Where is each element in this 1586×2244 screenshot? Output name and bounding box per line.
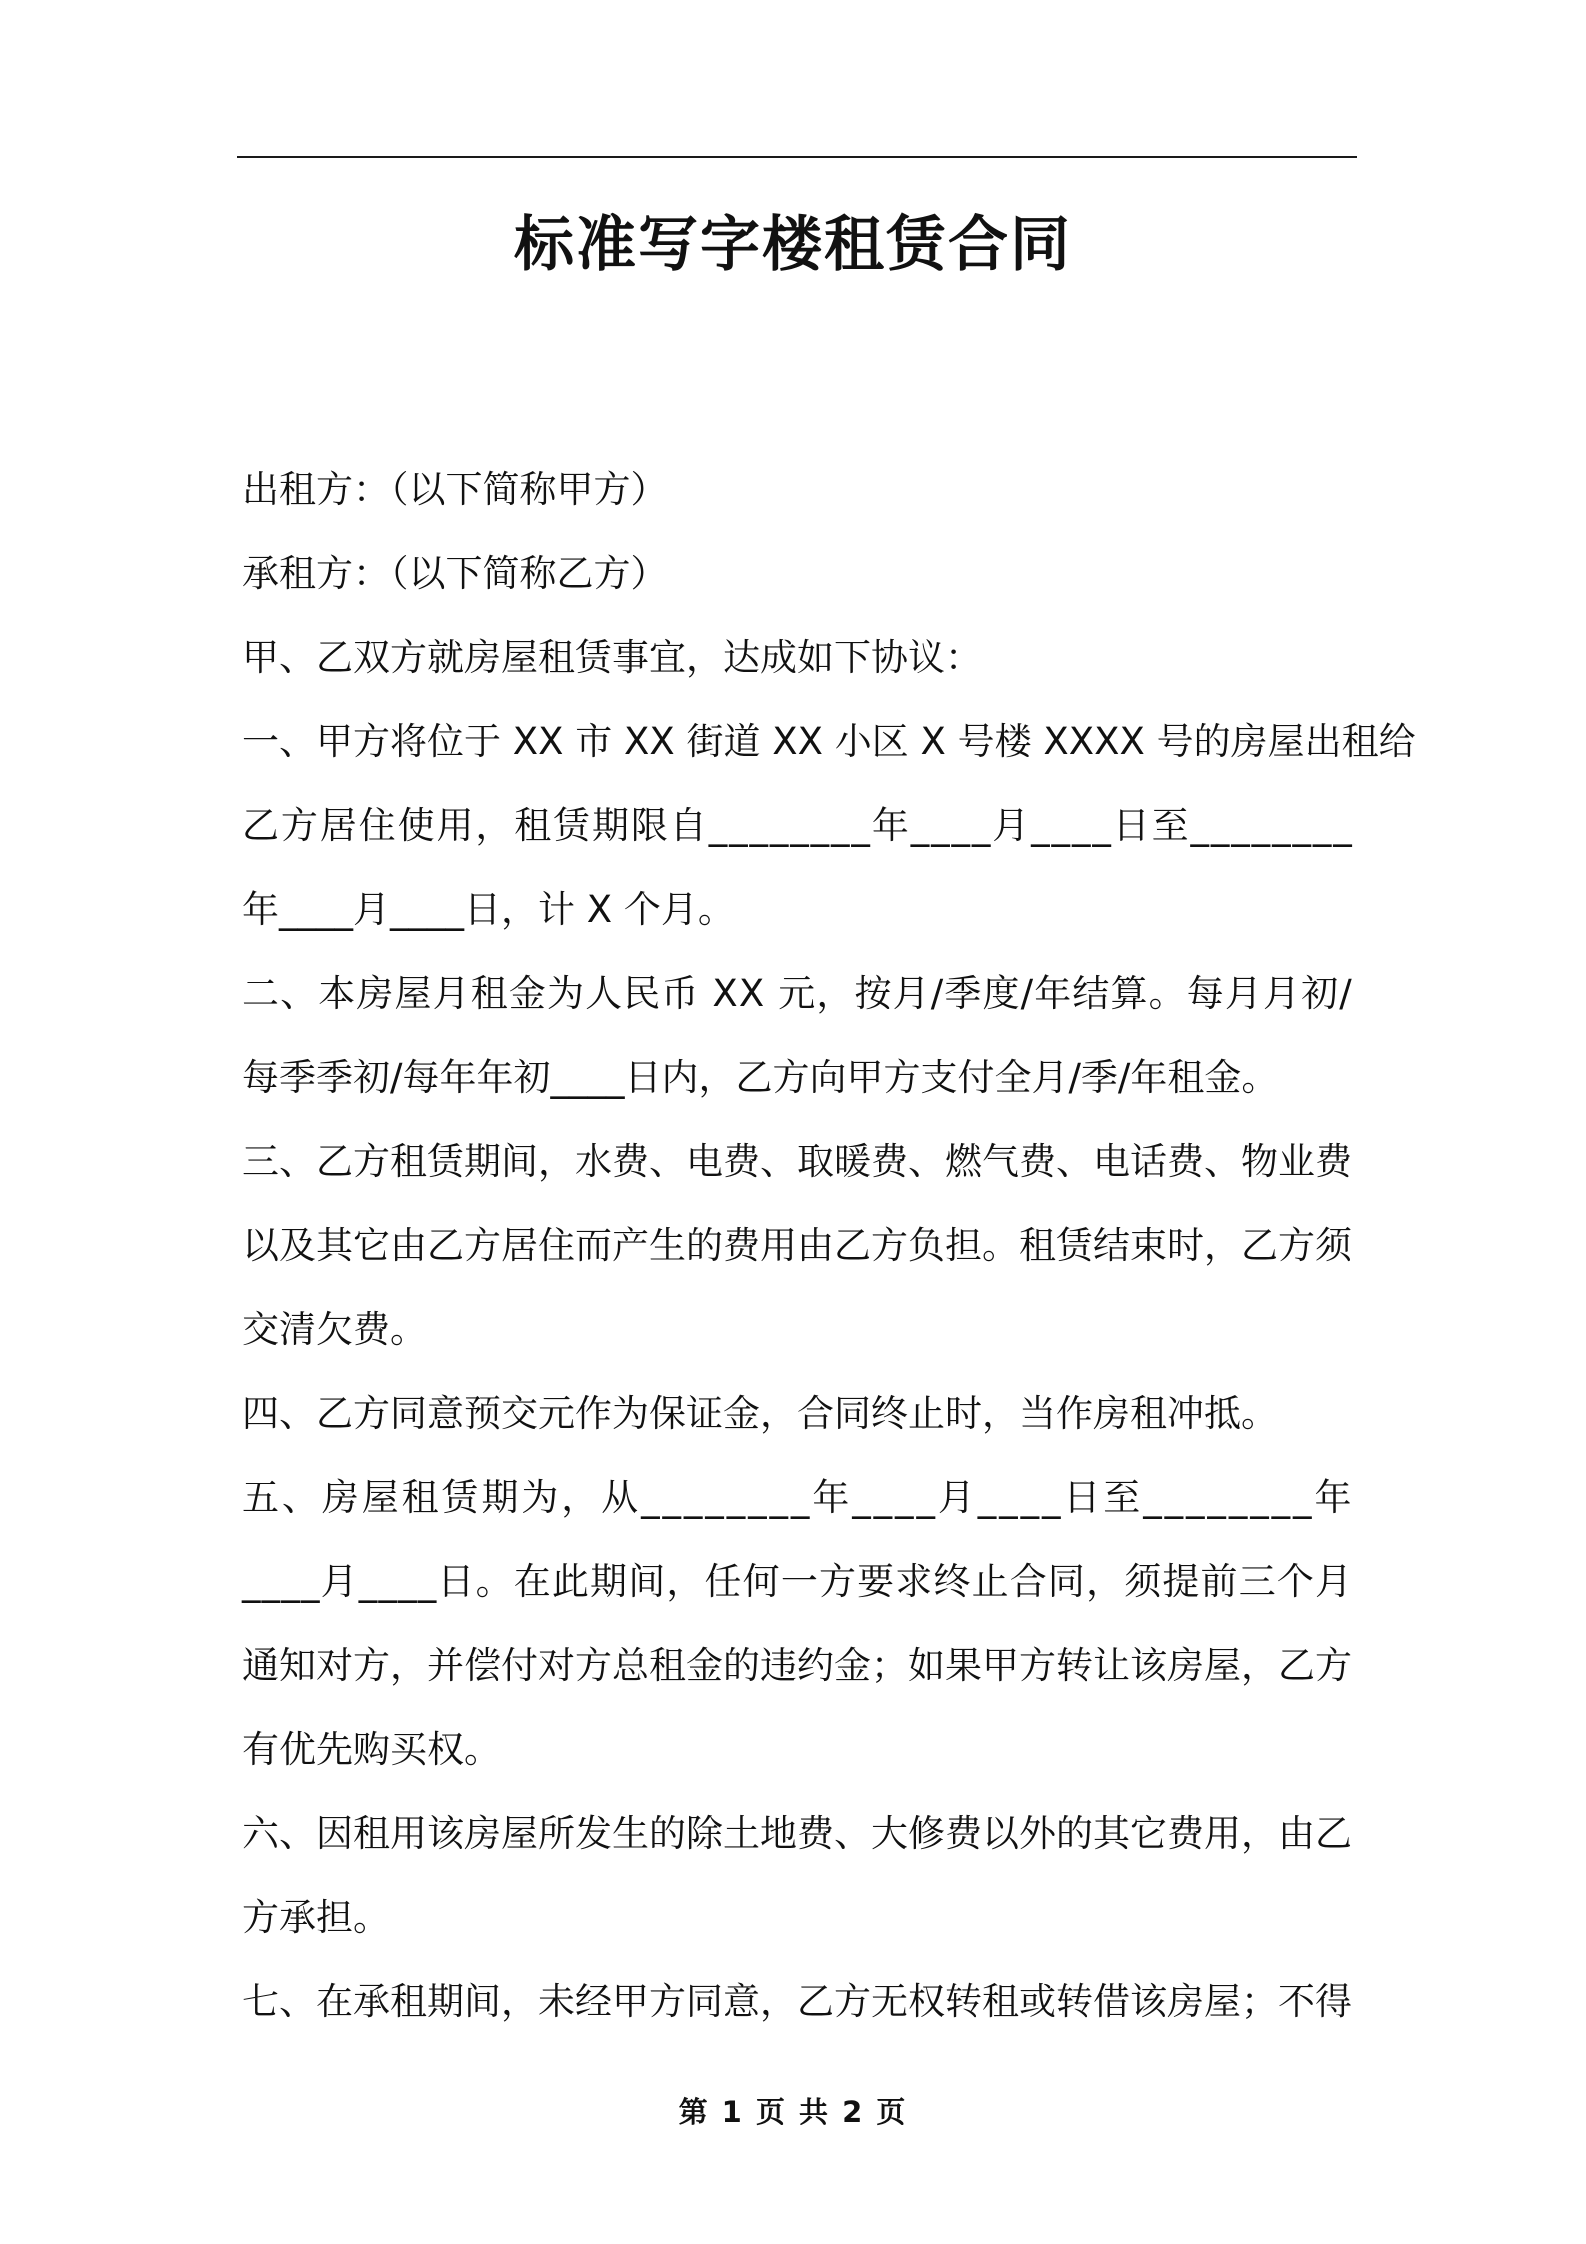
contract-line: 每季季初/每年年初____日内，乙方向甲方支付全月/季/年租金。 — [242, 1056, 1279, 1099]
contract-line: 年____月____日，计 X 个月。 — [242, 888, 735, 931]
contract-line: 六 、 因 租 用 该 房 屋 所 发 生 的 除 土 地 费 、 大 修 费 以 外 的 其 它 费 用 ， 由 乙 — [242, 1812, 1352, 1855]
document-title: 标准写字楼租赁合同 — [514, 210, 1072, 280]
contract-body — [242, 448, 1416, 2044]
contract-line: 承租方：（以下简称乙方） — [242, 552, 668, 595]
contract-line: 以 及 其 它 由 乙 方 居 住 而 产 生 的 费 用 由 乙 方 负 担 。 租 赁 结 束 时 ， 乙 方 须 — [242, 1224, 1352, 1267]
contract-line: _ _ _ _ 月 _ _ _ _ 日 。 在 此 期 间 ， 任 何 一 方 要 求 终 止 合 同 ， 须 提 前 三 个 月 — [242, 1560, 1352, 1603]
contract-line: 乙 方 居 住 使 用 ， 租 赁 期 限 自 _ _ _ _ _ _ _ _ 年 _ _ _ _ 月 _ _ _ _ 日 至 _ _ _ _ _ _ _ _ — [242, 804, 1352, 847]
contract-line: 有优先购买权。 — [242, 1728, 501, 1771]
contract-line: 方承担。 — [242, 1896, 390, 1939]
contract-line: 二 、 本 房 屋 月 租 金 为 人 民 币 X X 元 ， 按 月 / 季 度 / 年 结 算 。 每 月 月 初 / — [242, 972, 1352, 1015]
page-footer: 第 1 页 共 2 页 — [678, 2095, 908, 2129]
contract-line: 七 、 在 承 租 期 间 ， 未 经 甲 方 同 意 ， 乙 方 无 权 转 租 或 转 借 该 房 屋 ； 不 得 — [242, 1980, 1352, 2023]
contract-line: 一 、 甲 方 将 位 于 X X 市 X X 街 道 X X 小 区 X 号 楼 X X X X 号 的 房 屋 出 租 给 — [242, 720, 1416, 763]
contract-line: 交清欠费。 — [242, 1308, 427, 1351]
contract-line: 四、乙方同意预交元作为保证金，合同终止时，当作房租冲抵。 — [242, 1392, 1278, 1435]
contract-line: 五 、 房 屋 租 赁 期 为 ， 从 _ _ _ _ _ _ _ _ 年 _ _ _ _ 月 _ _ _ _ 日 至 _ _ _ _ _ _ _ _ 年 — [242, 1476, 1352, 1519]
contract-line: 三 、 乙 方 租 赁 期 间 ， 水 费 、 电 费 、 取 暖 费 、 燃 气 费 、 电 话 费 、 物 业 费 — [242, 1140, 1352, 1183]
contract-line: 出租方：（以下简称甲方） — [242, 468, 668, 511]
contract-line: 通 知 对 方 ， 并 偿 付 对 方 总 租 金 的 违 约 金 ； 如 果 甲 方 转 让 该 房 屋 ， 乙 方 — [242, 1644, 1352, 1687]
contract-line: 甲、乙双方就房屋租赁事宜，达成如下协议： — [242, 636, 982, 679]
header-rule — [237, 156, 1357, 158]
